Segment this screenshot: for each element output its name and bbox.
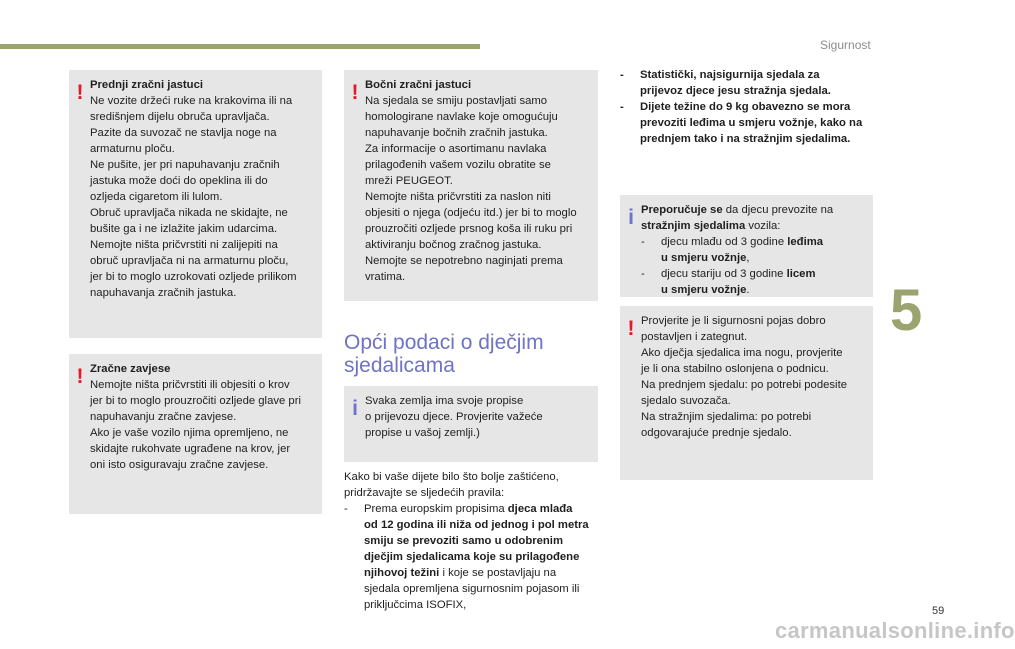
text-span: ,: [746, 252, 750, 264]
text-line: obruč upravljača ni na armaturnu ploču,: [90, 255, 289, 267]
warning-icon: !: [627, 317, 635, 340]
text-line: Ako dječja sjedalica ima nogu, provjerite: [641, 347, 843, 359]
info-icon: i: [352, 397, 358, 420]
text-line: prijevoz djece jesu stražnja sjedala.: [640, 85, 831, 97]
list-item: [620, 67, 882, 99]
text-line: bušite ga i ne izlažite jakim udarcima.: [90, 223, 278, 235]
text-line: prednjem tako i na stražnjim sjedalima.: [640, 133, 851, 145]
belt-check-warning-box: [620, 306, 873, 480]
recommendation-info-box: [620, 195, 873, 297]
box-title: Zračne zavjese: [90, 363, 171, 375]
statistics-bullets: [620, 67, 882, 147]
list-dash: -: [344, 503, 348, 515]
text-line: aktiviranju bočnog zračnog jastuka.: [365, 239, 542, 251]
text-line: vratima.: [365, 271, 406, 283]
text-line: Na stražnjim sjedalima: po potrebi: [641, 411, 812, 423]
side-airbags-warning-box: [344, 70, 598, 301]
text-span: u smjeru vožnje: [661, 252, 747, 264]
text-line: Statistički, najsigurnija sjedala za: [640, 69, 820, 81]
text-line: postavljen i zategnut.: [641, 331, 748, 343]
text-line: Svaka zemlja ima svoje propise: [365, 395, 524, 407]
text-line: ozljeda cigaretom ili lulom.: [90, 191, 223, 203]
text-span: Preporučuje se: [641, 204, 723, 216]
text-line: o prijevozu djece. Provjerite važeće: [365, 411, 543, 423]
text-span: licem: [786, 268, 816, 280]
text-line: objesiti o njega (odjeću itd.) jer bi to moglo: [365, 207, 577, 219]
country-regulations-info-box: [344, 386, 598, 462]
text-line: smiju se prevoziti samo u odobrenim: [364, 535, 563, 547]
page-number: 59: [932, 605, 945, 617]
text-line: Na prednjem sjedalu: po potrebi podesite: [641, 379, 847, 391]
box-title: Prednji zračni jastuci: [90, 79, 204, 91]
text-line: napuhavanja zračnih jastuka.: [90, 287, 237, 299]
text-line: sjedalo suvozača.: [641, 395, 731, 407]
text-line: prevoziti leđima u smjeru vožnje, kako na: [640, 117, 863, 129]
text-line: odgovarajuće prednje sjedalo.: [641, 427, 792, 439]
list-dash: -: [620, 69, 624, 81]
text-line: napuhavanje bočnih zračnih jastuka.: [365, 127, 548, 139]
text-span: vozila:: [745, 220, 781, 232]
text-line: sjedala opremljena sigurnosnim pojasom ili: [364, 583, 580, 595]
text-line: propise u vašoj zemlji.): [365, 427, 480, 439]
text-line: pridržavajte se sljedećih pravila:: [344, 487, 505, 499]
text-line: Nemojte ništa pričvrstiti za naslon niti: [365, 191, 551, 203]
text-line: je li ona stabilno oslonjena o podnicu.: [641, 363, 829, 375]
warning-icon: !: [76, 81, 84, 104]
text-line: armaturnu ploču.: [90, 143, 175, 155]
info-icon: i: [628, 206, 634, 229]
list-item: [641, 234, 867, 266]
text-line: prilagođenih vašem vozilu obratite se: [365, 159, 551, 171]
text-line: Na sjedala se smiju postavljati samo: [365, 95, 548, 107]
list-item: [620, 99, 882, 147]
list-dash: -: [641, 236, 645, 248]
text-line: mreži PEUGEOT.: [365, 175, 453, 187]
front-airbags-warning-box: [69, 70, 322, 338]
text-span: i koje se postavljaju na: [439, 567, 557, 579]
text-span: stražnjim sjedalima: [641, 220, 746, 232]
text-line: jastuka može doći do opeklina ili do: [90, 175, 268, 187]
text-line: Ne pušite, jer pri napuhavanju zračnih: [90, 159, 280, 171]
text-line: jer bi to moglo uzrokovati ozljede prilikom: [90, 271, 297, 283]
text-line: jer bi to moglo prouzročiti ozljede glave pri: [90, 395, 301, 407]
text-span: njihovoj težini: [364, 567, 440, 579]
text-line: oni isto osiguravaju zračne zavjese.: [90, 459, 269, 471]
text-line: dječjim sjedalicama koje su prilagođene: [364, 551, 580, 563]
text-line: Dijete težine do 9 kg obavezno se mora: [640, 101, 851, 113]
chapter-number: 5: [890, 278, 923, 343]
text-line: skidajte rukohvate ugrađene na krov, jer: [90, 443, 291, 455]
box-title: Bočni zračni jastuci: [365, 79, 472, 91]
text-span: djecu mlađu od 3 godine: [661, 236, 788, 248]
text-line: homologirane navlake koje omogućuju: [365, 111, 558, 123]
warning-icon: !: [351, 81, 359, 104]
text-line: od 12 godina ili niža od jednog i pol metra: [364, 519, 589, 531]
curtain-airbags-warning-box: [69, 354, 322, 514]
text-span: djeca mlađa: [507, 503, 573, 515]
list-dash: -: [620, 101, 624, 113]
text-line: Provjerite je li sigurnosni pojas dobro: [641, 315, 826, 327]
text-line: napuhavanju zračne zavjese.: [90, 411, 237, 423]
watermark: carmanualsonline.info: [775, 618, 1015, 643]
text-line: Nemojte se nepotrebno naginjati prema: [365, 255, 563, 267]
warning-icon: !: [76, 365, 84, 388]
heading-line: sjedalicama: [344, 354, 455, 377]
heading-line: Opći podaci o dječjim: [344, 331, 544, 354]
text-span: da djecu prevozite na: [722, 204, 834, 216]
text-line: središnjem dijelu obruča upravljača.: [90, 111, 270, 123]
text-span: djecu stariju od 3 godine: [661, 268, 787, 280]
text-line: Pazite da suvozač ne stavlja noge na: [90, 127, 277, 139]
text-span: u smjeru vožnje: [661, 284, 747, 296]
text-line: Za informacije o asortimanu navlaka: [365, 143, 547, 155]
header-accent-bar: [0, 44, 480, 49]
text-line: Nemojte ništa pričvrstiti ni zalijepiti na: [90, 239, 278, 251]
text-line: Kako bi vaše dijete bilo što bolje zaštićeno,: [344, 471, 559, 483]
text-line: priključcima ISOFIX,: [364, 599, 467, 611]
text-span: .: [746, 284, 750, 296]
text-span: Prema europskim propisima: [364, 503, 508, 515]
child-seat-rules-text: [344, 469, 606, 613]
text-line: prouzročiti ozljede prsnog koša ili ruku pri: [365, 223, 573, 235]
text-line: Obruč upravljača nikada ne skidajte, ne: [90, 207, 288, 219]
text-span: leđima: [787, 236, 824, 248]
text-line: Ako je vaše vozilo njima opremljeno, ne: [90, 427, 289, 439]
section-title: Sigurnost: [820, 38, 871, 52]
list-item: [344, 501, 606, 613]
text-line: Nemojte ništa pričvrstiti ili objesiti o krov: [90, 379, 290, 391]
section-heading: [344, 331, 604, 377]
list-dash: -: [641, 268, 645, 280]
list-item: [641, 266, 867, 298]
text-line: Ne vozite držeći ruke na krakovima ili na: [90, 95, 293, 107]
